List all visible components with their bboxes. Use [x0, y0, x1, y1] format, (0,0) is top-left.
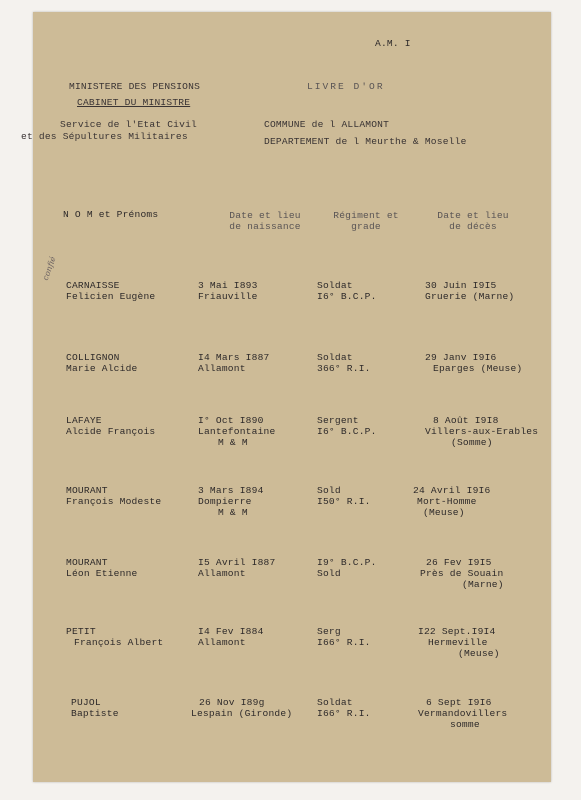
record-regiment: I66° R.I.	[317, 708, 371, 719]
record-row-7-birth	[191, 697, 309, 719]
record-rank: Serg	[317, 626, 341, 637]
record-rank: Sergent	[317, 415, 359, 426]
record-row-7-death	[418, 697, 536, 730]
record-given-names: François Modeste	[66, 496, 162, 507]
column-header-birth: Date et lieu de naissance	[229, 210, 301, 232]
record-death-place: Villers-aux-Erables	[425, 426, 539, 437]
record-surname: PUJOL	[71, 697, 101, 708]
service-line-1: Service de l'Etat Civil	[60, 119, 198, 130]
service-line-2: et des Sépultures Militaires	[21, 131, 188, 142]
record-row-2-regiment	[317, 352, 435, 374]
record-birth-place: Allamont	[198, 637, 246, 648]
record-regiment: I66° R.I.	[317, 637, 371, 648]
record-death-place: Près de Souain	[420, 568, 504, 579]
record-death-date: 26 Fev I9I5	[426, 557, 492, 568]
record-birth-place: Allamont	[198, 568, 246, 579]
record-death-place: Eparges (Meuse)	[433, 363, 523, 374]
record-birth-place: Lespain (Gironde)	[191, 708, 293, 719]
record-death-department: (Meuse)	[458, 648, 500, 659]
record-row-1-name	[66, 280, 184, 302]
record-death-date: 30 Juin I9I5	[425, 280, 497, 291]
record-birth-place: Allamont	[198, 363, 246, 374]
document-sheet	[21, 12, 551, 782]
record-death-department: (Meuse)	[423, 507, 465, 518]
record-surname: MOURANT	[66, 485, 108, 496]
record-row-2-death	[425, 352, 543, 374]
book-title: LIVRE D'OR	[307, 81, 385, 92]
record-given-names: Alcide François	[66, 426, 156, 437]
record-death-department: (Marne)	[462, 579, 504, 590]
record-surname: CARNAISSE	[66, 280, 120, 291]
record-death-date: I22 Sept.I9I4	[418, 626, 496, 637]
record-row-4-birth	[198, 485, 316, 518]
column-header-name: N O M et Prénoms	[63, 209, 159, 220]
record-row-5-name	[66, 557, 184, 579]
record-death-department: somme	[450, 719, 480, 730]
record-rank: Soldat	[317, 697, 353, 708]
commune-line: COMMUNE de l ALLAMONT	[264, 119, 390, 130]
record-death-department: (Somme)	[451, 437, 493, 448]
record-row-2-name	[66, 352, 184, 374]
record-birth-date: I4 Fev I884	[198, 626, 264, 637]
record-row-3-name	[66, 415, 184, 437]
record-row-3-regiment	[317, 415, 435, 437]
record-death-date: 24 Avril I9I6	[413, 485, 491, 496]
record-surname: LAFAYE	[66, 415, 102, 426]
record-death-date: 8 Août I9I8	[433, 415, 499, 426]
record-birth-department: M & M	[218, 507, 248, 518]
record-row-7-name	[71, 697, 189, 719]
record-surname: MOURANT	[66, 557, 108, 568]
record-regiment: I50° R.I.	[317, 496, 371, 507]
record-row-1-birth	[198, 280, 316, 302]
record-death-place: Mort-Homme	[417, 496, 477, 507]
record-given-names: François Albert	[74, 637, 164, 648]
record-row-6-death	[418, 626, 536, 659]
record-birth-date: 26 Nov I89g	[199, 697, 265, 708]
record-row-5-birth	[198, 557, 316, 579]
record-regiment: I9° B.C.P.	[317, 557, 377, 568]
record-death-place: Vermandovillers	[418, 708, 508, 719]
record-surname: COLLIGNON	[66, 352, 120, 363]
record-death-date: 29 Janv I9I6	[425, 352, 497, 363]
record-birth-date: 3 Mars I894	[198, 485, 264, 496]
record-birth-place: Dompierre	[198, 496, 252, 507]
record-birth-date: I5 Avril I887	[198, 557, 276, 568]
record-birth-date: I° Oct I890	[198, 415, 264, 426]
record-rank: Sold	[317, 485, 341, 496]
column-header-regiment: Régiment et grade	[333, 210, 399, 232]
record-row-1-regiment	[317, 280, 435, 302]
record-row-1-death	[425, 280, 543, 302]
cabinet-name: CABINET DU MINISTRE	[77, 97, 191, 108]
record-rank: Soldat	[317, 280, 353, 291]
record-rank: Soldat	[317, 352, 353, 363]
record-surname: PETIT	[66, 626, 96, 637]
record-given-names: Marie Alcide	[66, 363, 138, 374]
record-row-4-death	[413, 485, 531, 518]
record-row-5-death	[418, 557, 536, 590]
record-given-names: Baptiste	[71, 708, 119, 719]
record-row-2-birth	[198, 352, 316, 374]
record-regiment: I6° B.C.P.	[317, 291, 377, 302]
record-row-3-birth	[198, 415, 316, 448]
record-birth-date: I4 Mars I887	[198, 352, 270, 363]
column-header-death: Date et lieu de décès	[437, 210, 509, 232]
record-row-6-name	[66, 626, 184, 648]
departement-line: DEPARTEMENT de l Meurthe & Moselle	[264, 136, 467, 147]
record-given-names: Léon Etienne	[66, 568, 138, 579]
handwritten-margin-note: confié	[40, 255, 58, 282]
record-rank: Sold	[317, 568, 341, 579]
record-birth-place: Friauville	[198, 291, 258, 302]
record-birth-department: M & M	[218, 437, 248, 448]
record-regiment: I6° B.C.P.	[317, 426, 377, 437]
record-birth-place: Lantefontaine	[198, 426, 276, 437]
record-regiment: 366° R.I.	[317, 363, 371, 374]
record-row-3-death	[425, 415, 543, 448]
record-death-place: Gruerie (Marne)	[425, 291, 515, 302]
record-birth-date: 3 Mai I893	[198, 280, 258, 291]
record-row-4-name	[66, 485, 184, 507]
ministry-name: MINISTERE DES PENSIONS	[69, 81, 201, 92]
record-row-6-birth	[198, 626, 316, 648]
record-death-place: Hermeville	[428, 637, 488, 648]
record-given-names: Felicien Eugène	[66, 291, 156, 302]
document-reference: A.M. I	[375, 38, 411, 49]
record-death-date: 6 Sept I9I6	[426, 697, 492, 708]
